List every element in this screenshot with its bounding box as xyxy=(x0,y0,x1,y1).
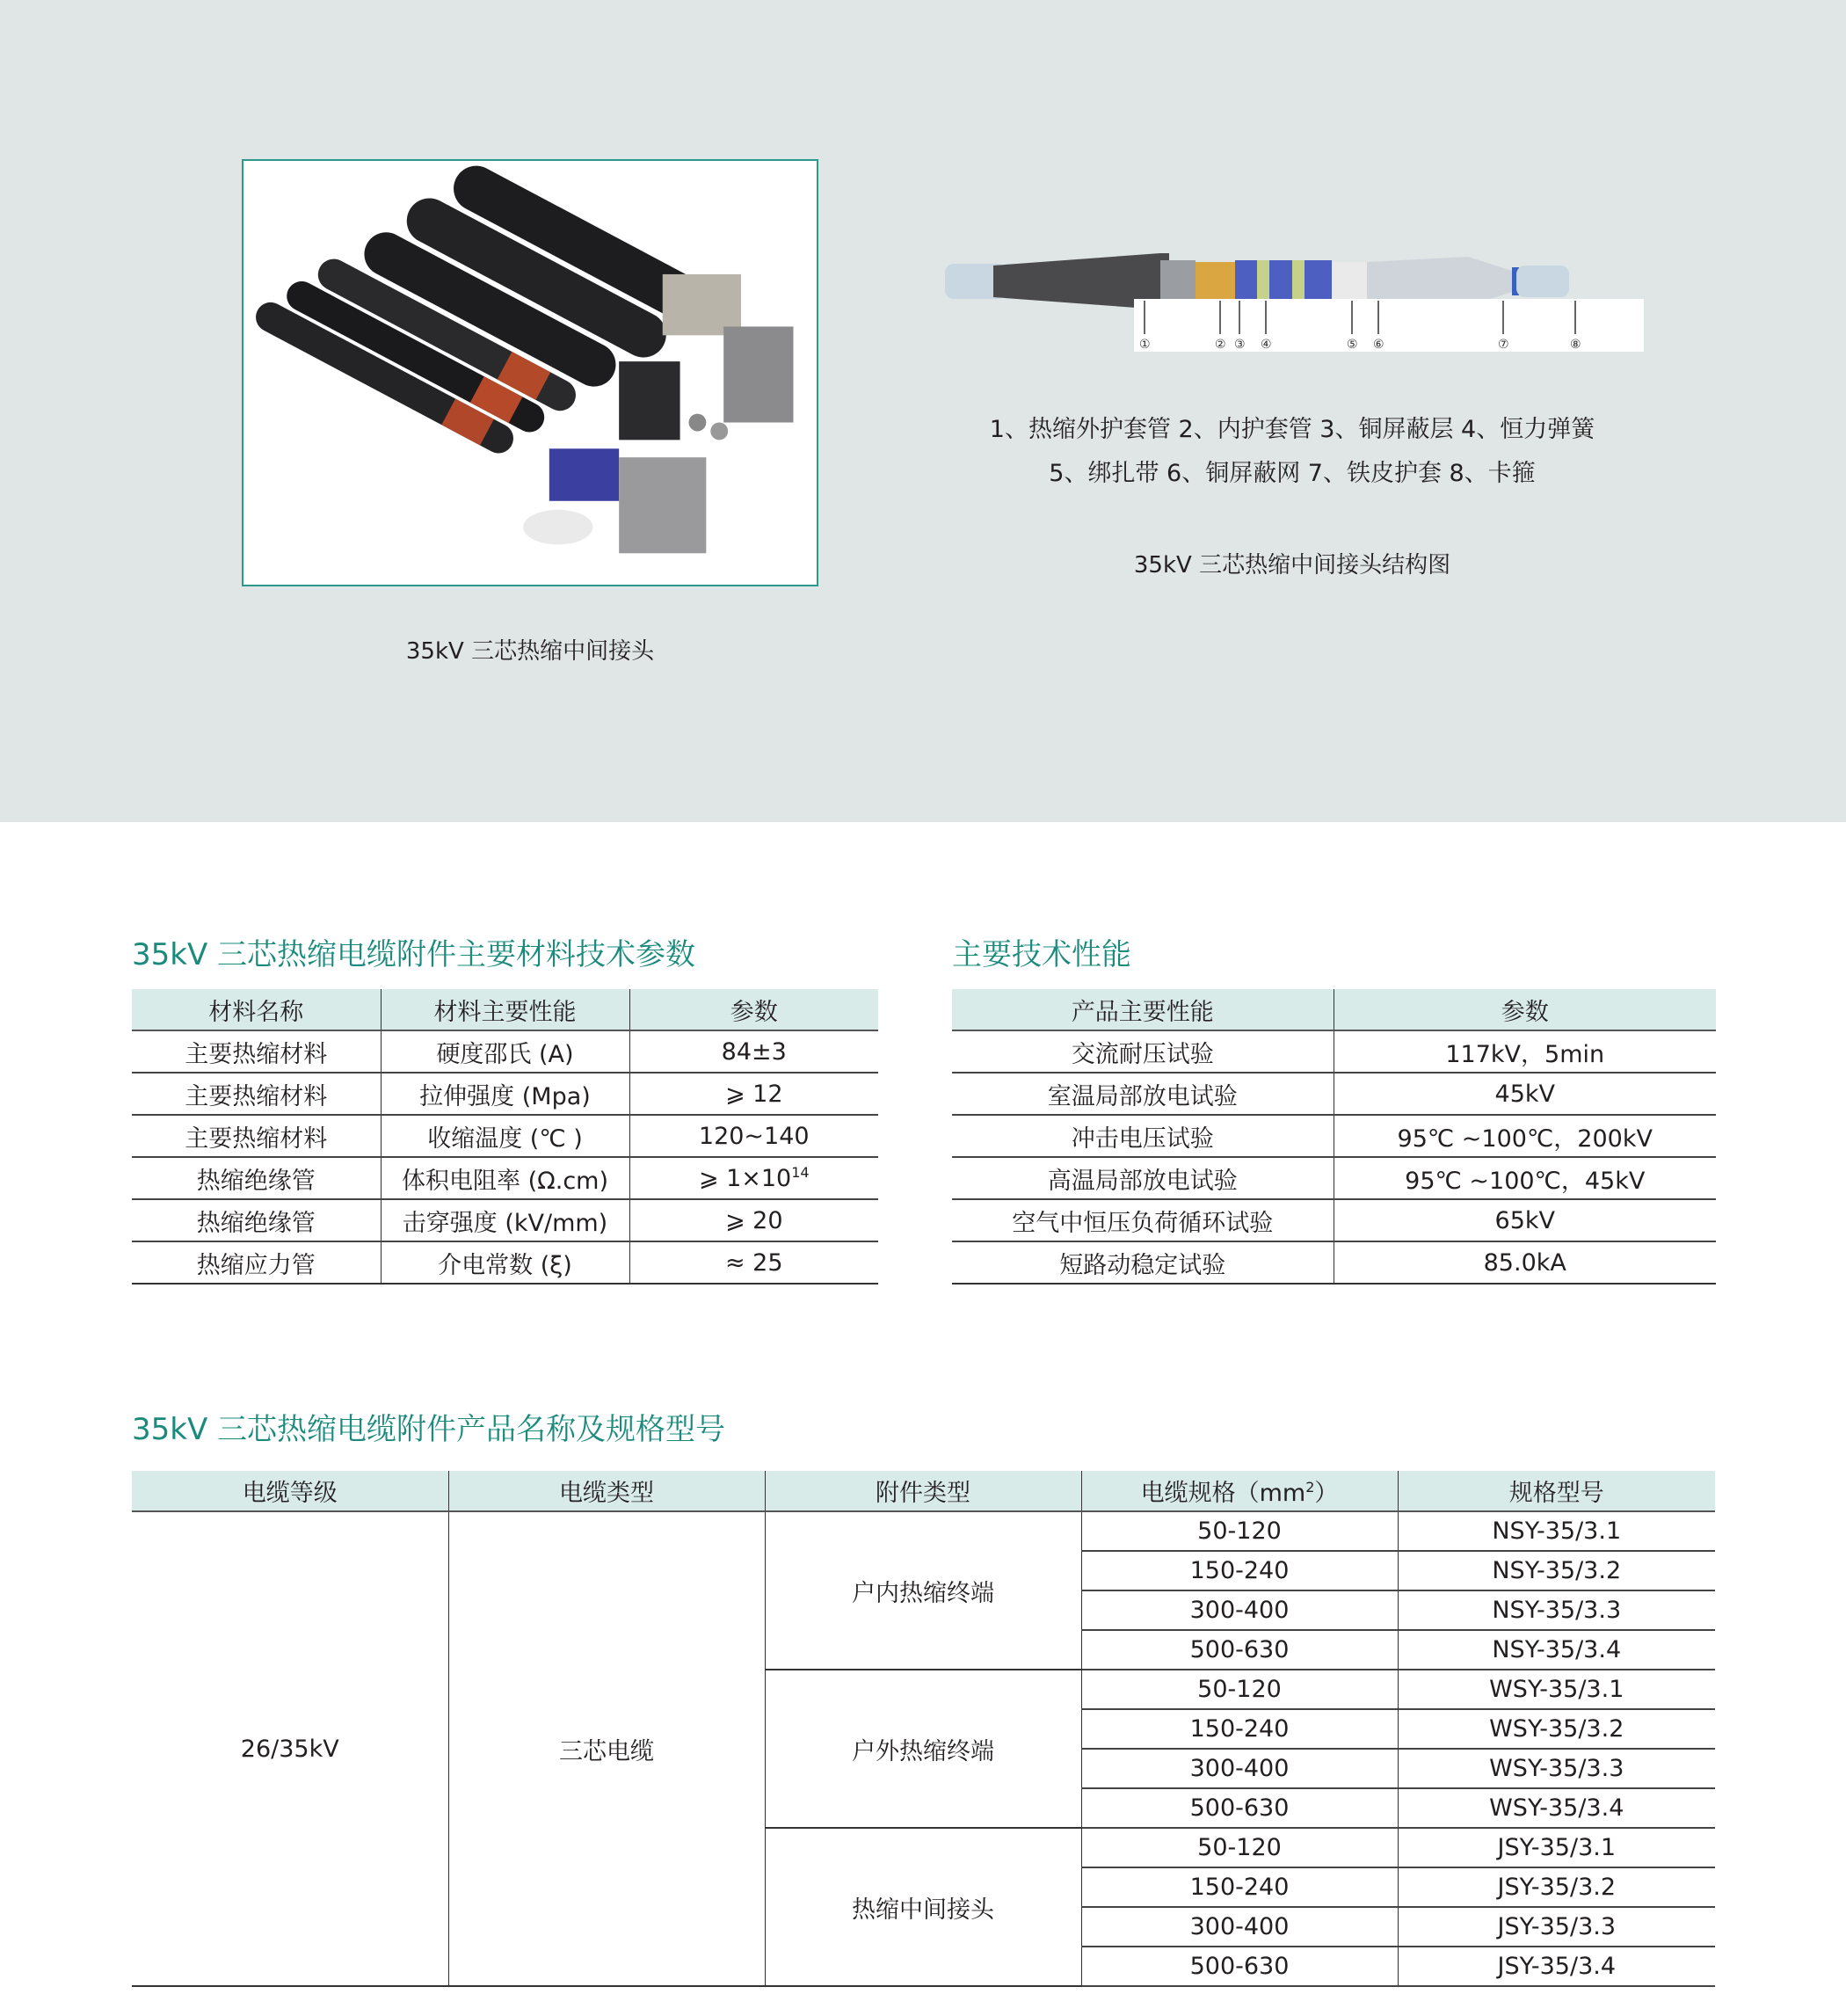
table-header-row xyxy=(952,989,1716,1030)
table-cell: JSY-35/3.3 xyxy=(1398,1907,1715,1947)
performance-table xyxy=(952,989,1716,1285)
table-cell: NSY-35/3.3 xyxy=(1398,1590,1715,1630)
table-cell: 介电常数 (ξ) xyxy=(381,1241,629,1284)
table-row xyxy=(132,1511,1715,1551)
cable-grade-cell: 26/35kV xyxy=(132,1511,448,1986)
table-cell: WSY-35/3.3 xyxy=(1398,1749,1715,1788)
table-cell: 300-400 xyxy=(1081,1590,1398,1630)
table-cell: 交流耐压试验 xyxy=(952,1030,1334,1073)
table-cell: 主要热缩材料 xyxy=(132,1030,381,1073)
cable-type-cell: 三芯电缆 xyxy=(448,1511,765,1986)
table-cell: 500-630 xyxy=(1081,1947,1398,1986)
exponent: 2 xyxy=(1305,1479,1315,1496)
heat-shrink-kit-illustration xyxy=(243,161,817,585)
accessory-type-cell: 户内热缩终端 xyxy=(765,1511,1081,1670)
table-cell: 65kV xyxy=(1334,1199,1716,1241)
table-row xyxy=(132,1199,878,1241)
value-text: ⩾ 1×10 xyxy=(698,1165,792,1192)
column-header: 参数 xyxy=(629,989,878,1030)
table-header-row xyxy=(132,1471,1715,1511)
table-cell: NSY-35/3.1 xyxy=(1398,1511,1715,1551)
table-cell: 500-630 xyxy=(1081,1630,1398,1670)
table-cell: 120~140 xyxy=(629,1115,878,1157)
joint-structure-illustration xyxy=(941,246,1644,352)
column-header: 电缆等级 xyxy=(132,1471,448,1511)
table-row xyxy=(132,1073,878,1115)
table-cell: NSY-35/3.2 xyxy=(1398,1551,1715,1590)
table-cell: 45kV xyxy=(1334,1073,1716,1115)
spec-table-title: 35kV 三芯热缩电缆附件产品名称及规格型号 xyxy=(132,1412,726,1447)
table-cell: 117kV，5min xyxy=(1334,1030,1716,1073)
table-cell: 热缩绝缘管 xyxy=(132,1157,381,1199)
table-cell: 高温局部放电试验 xyxy=(952,1157,1334,1199)
table-cell: 体积电阻率 (Ω.cm) xyxy=(381,1157,629,1199)
table-cell: 硬度邵氏 (A) xyxy=(381,1030,629,1073)
table-cell: 主要热缩材料 xyxy=(132,1115,381,1157)
table-cell: 95℃ ~100℃，45kV xyxy=(1334,1157,1716,1199)
spec-table xyxy=(132,1471,1715,1987)
table-cell: JSY-35/3.1 xyxy=(1398,1828,1715,1867)
marker-5: ⑤ xyxy=(1347,338,1358,352)
table-row xyxy=(132,1115,878,1157)
table-row xyxy=(132,1241,878,1284)
table-row xyxy=(952,1030,1716,1073)
diagram-legend-line-2: 5、绑扎带 6、铜屏蔽网 7、铁皮护套 8、卡箍 xyxy=(1049,460,1536,487)
table-cell: 击穿强度 (kV/mm) xyxy=(381,1199,629,1241)
table-row xyxy=(132,1030,878,1073)
accessory-type-cell: 户外热缩终端 xyxy=(765,1670,1081,1828)
table-cell: 150-240 xyxy=(1081,1867,1398,1907)
table-cell: 热缩绝缘管 xyxy=(132,1199,381,1241)
table-cell: WSY-35/3.4 xyxy=(1398,1788,1715,1828)
table-cell: 热缩应力管 xyxy=(132,1241,381,1284)
diagram-caption: 35kV 三芯热缩中间接头结构图 xyxy=(1133,552,1451,579)
performance-table-title: 主要技术性能 xyxy=(952,937,1131,972)
table-cell: 50-120 xyxy=(1081,1828,1398,1867)
table-cell: WSY-35/3.2 xyxy=(1398,1709,1715,1749)
header-text: 电缆规格（mm xyxy=(1140,1480,1306,1507)
table-cell: 84±3 xyxy=(629,1030,878,1073)
table-cell: 室温局部放电试验 xyxy=(952,1073,1334,1115)
column-header: 材料主要性能 xyxy=(381,989,629,1030)
table-cell: NSY-35/3.4 xyxy=(1398,1630,1715,1670)
table-header-row xyxy=(132,989,878,1030)
accessory-type-cell: 热缩中间接头 xyxy=(765,1828,1081,1986)
marker-6: ⑥ xyxy=(1373,338,1384,352)
table-cell: 短路动稳定试验 xyxy=(952,1241,1334,1284)
table-cell: JSY-35/3.4 xyxy=(1398,1947,1715,1986)
table-row xyxy=(132,1157,878,1199)
table-cell xyxy=(629,1157,878,1199)
table-cell: 85.0kA xyxy=(1334,1241,1716,1284)
table-cell: JSY-35/3.2 xyxy=(1398,1867,1715,1907)
column-header: 参数 xyxy=(1334,989,1716,1030)
column-header: 规格型号 xyxy=(1398,1471,1715,1511)
column-header xyxy=(1081,1471,1398,1511)
table-row xyxy=(952,1115,1716,1157)
table-cell: 95℃ ~100℃，200kV xyxy=(1334,1115,1716,1157)
table-cell: ≈ 25 xyxy=(629,1241,878,1284)
table-cell: 300-400 xyxy=(1081,1907,1398,1947)
diagram-legend-line-1: 1、热缩外护套管 2、内护套管 3、铜屏蔽层 4、恒力弹簧 xyxy=(989,416,1595,443)
table-cell: 150-240 xyxy=(1081,1551,1398,1590)
column-header: 材料名称 xyxy=(132,989,381,1030)
photo-caption: 35kV 三芯热缩中间接头 xyxy=(405,638,655,665)
marker-1: ① xyxy=(1139,338,1151,352)
table-cell: 空气中恒压负荷循环试验 xyxy=(952,1199,1334,1241)
table-cell: 300-400 xyxy=(1081,1749,1398,1788)
table-cell: WSY-35/3.1 xyxy=(1398,1670,1715,1709)
column-header: 附件类型 xyxy=(765,1471,1081,1511)
table-cell: 收缩温度 (℃ ) xyxy=(381,1115,629,1157)
table-row xyxy=(952,1199,1716,1241)
material-table xyxy=(132,989,878,1285)
table-row xyxy=(952,1073,1716,1115)
table-cell: 拉伸强度 (Mpa) xyxy=(381,1073,629,1115)
table-row xyxy=(952,1241,1716,1284)
table-cell: 150-240 xyxy=(1081,1709,1398,1749)
table-cell: ⩾ 12 xyxy=(629,1073,878,1115)
table-cell: 50-120 xyxy=(1081,1670,1398,1709)
column-header: 产品主要性能 xyxy=(952,989,1334,1030)
marker-4: ④ xyxy=(1261,338,1272,352)
table-row xyxy=(952,1157,1716,1199)
header-text: ） xyxy=(1314,1480,1339,1507)
material-table-title: 35kV 三芯热缩电缆附件主要材料技术参数 xyxy=(132,937,696,972)
table-cell: 主要热缩材料 xyxy=(132,1073,381,1115)
table-cell: 50-120 xyxy=(1081,1511,1398,1551)
table-cell: 冲击电压试验 xyxy=(952,1115,1334,1157)
product-photo xyxy=(242,159,818,586)
column-header: 电缆类型 xyxy=(448,1471,765,1511)
marker-3: ③ xyxy=(1234,338,1246,352)
table-cell: ⩾ 20 xyxy=(629,1199,878,1241)
structure-diagram xyxy=(941,246,1644,352)
marker-8: ⑧ xyxy=(1570,338,1581,352)
marker-2: ② xyxy=(1215,338,1226,352)
exponent: 14 xyxy=(791,1164,810,1181)
marker-7: ⑦ xyxy=(1498,338,1509,352)
table-cell: 500-630 xyxy=(1081,1788,1398,1828)
